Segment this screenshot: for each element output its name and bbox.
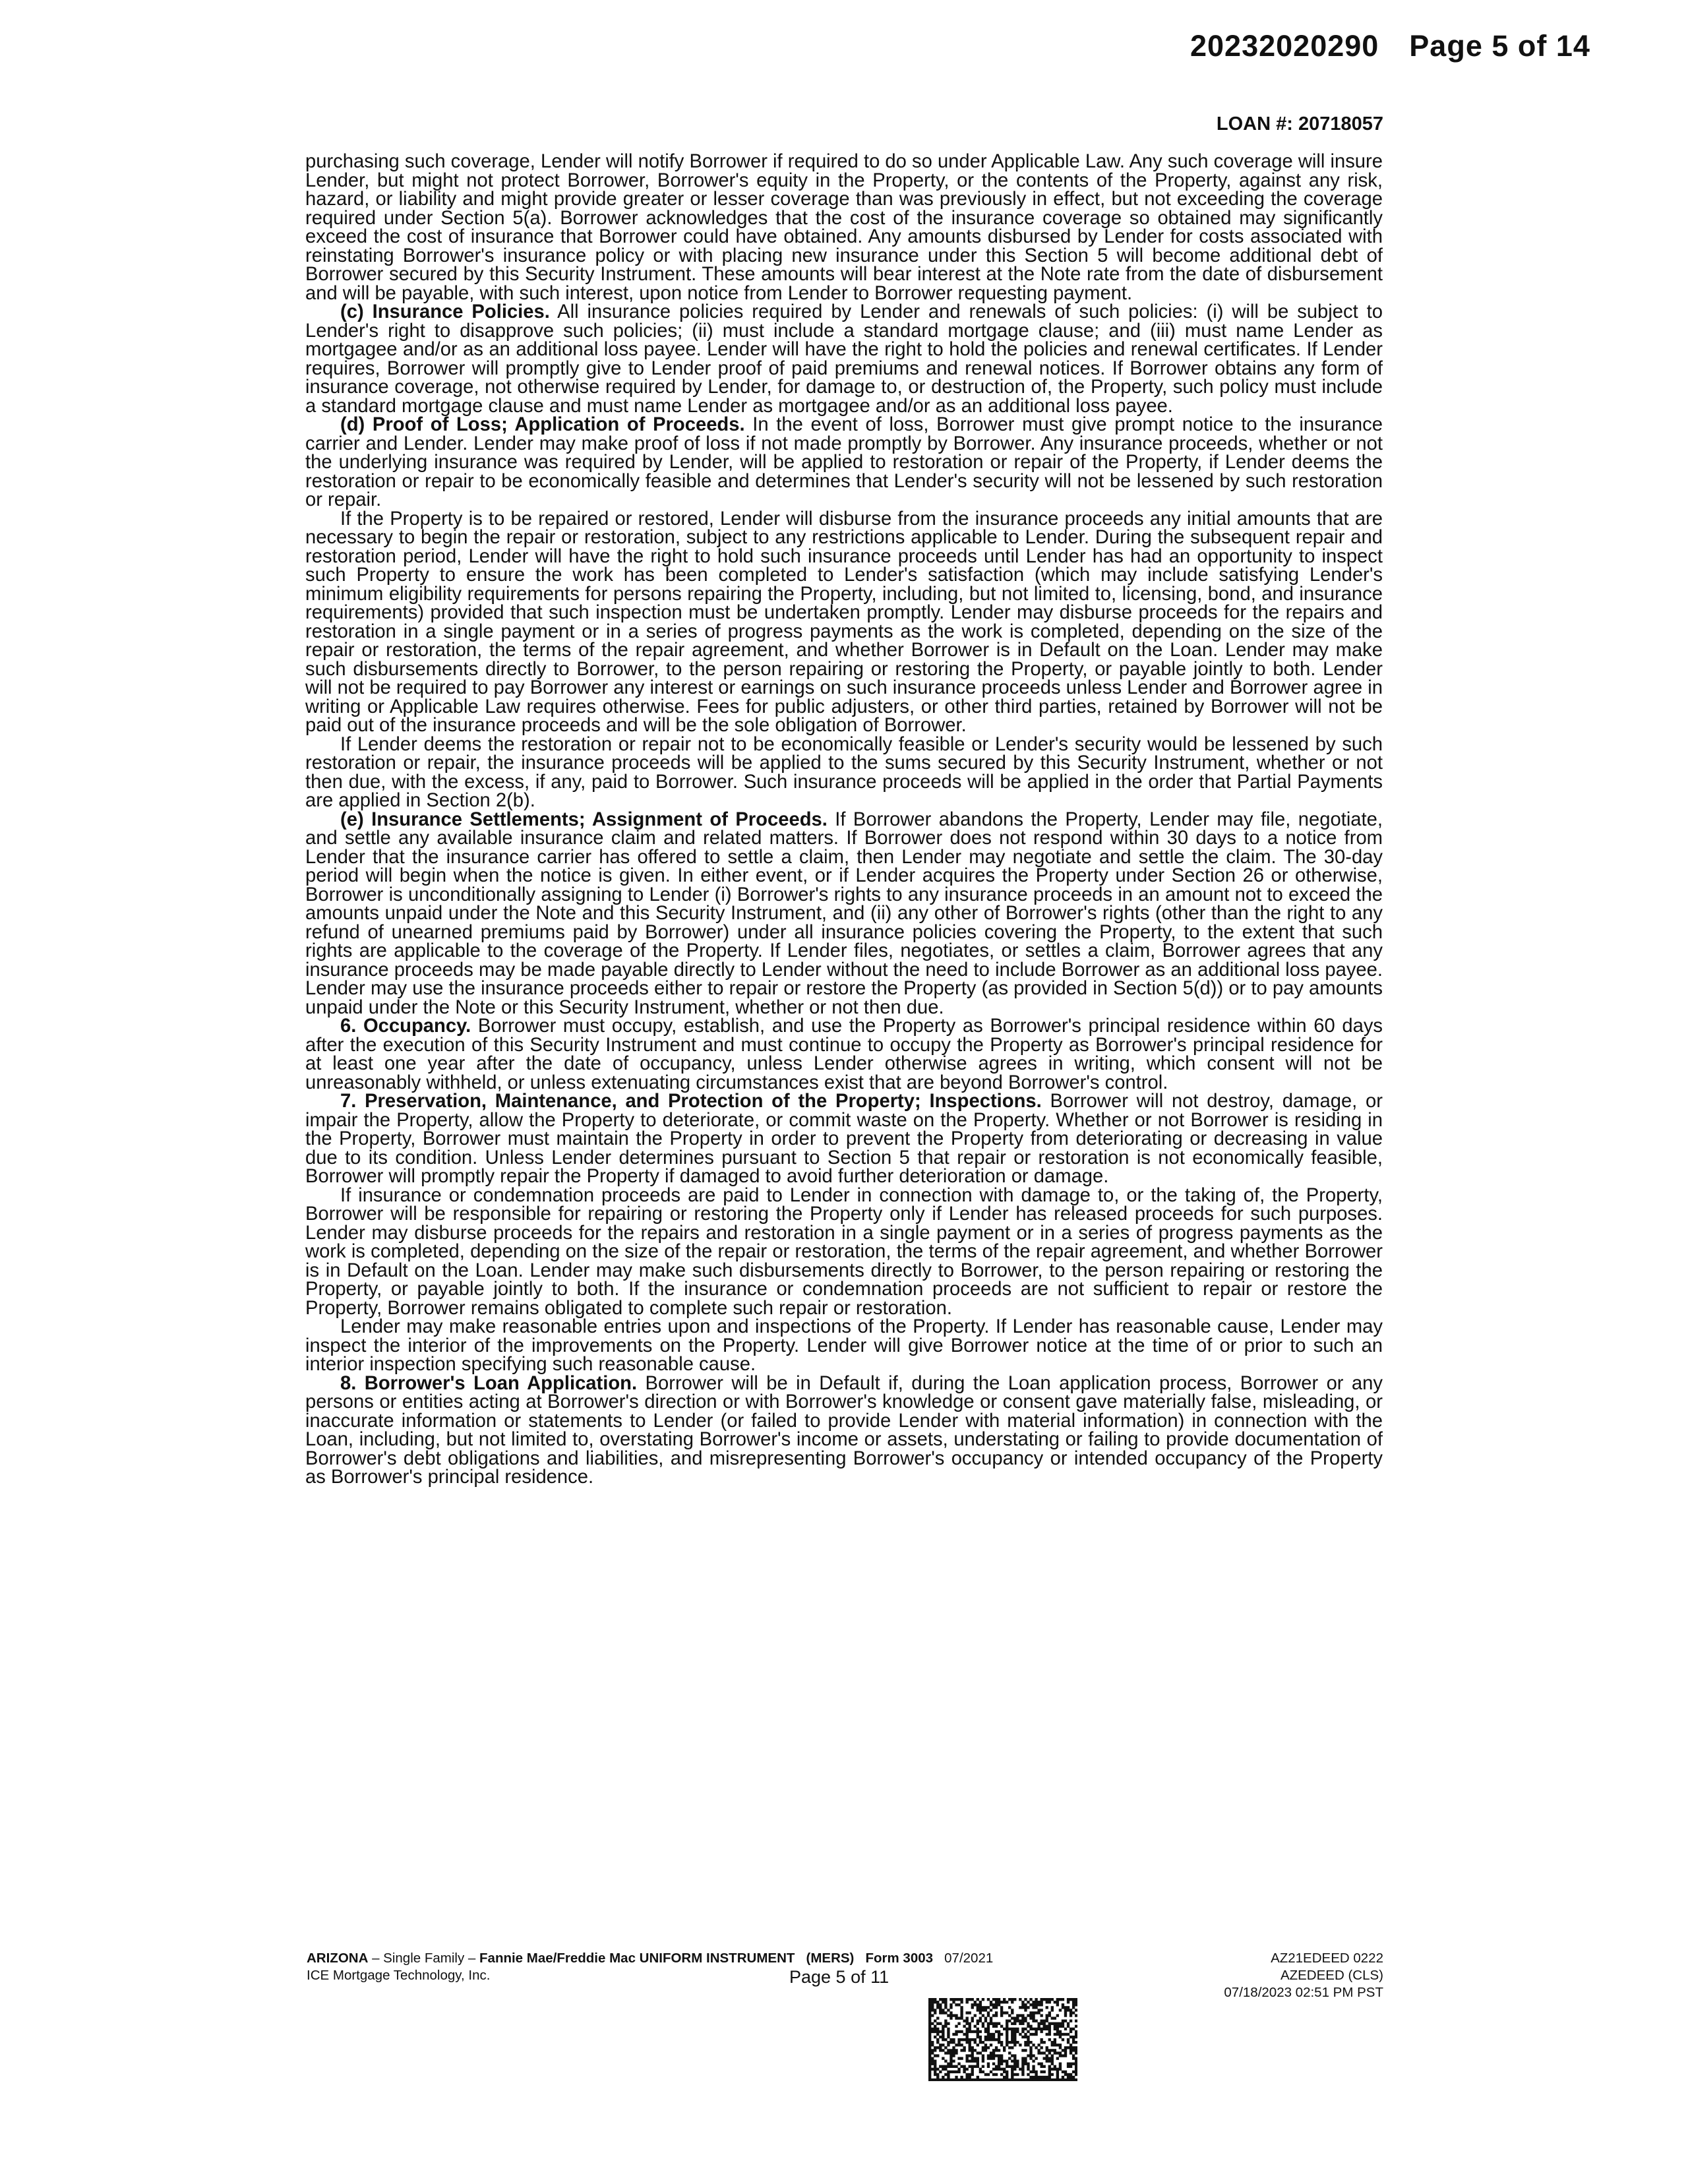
paragraph	[305, 152, 1383, 303]
paragraph-text: Borrower will be in Default if, during the Loan application process, Borrower or any persons or entities acting at Borrower's direction or with Borrower's knowledge or consent gave materially false, misleading, or inaccurate information or statements to Lender (or failed to provide Lender with material information) in connection with the Loan, including, but not limited to, overstating Borrower's income or assets, understating or failing to provide documentation of Borrower's debt obligations and liabilities, and misrepresenting Borrower's occupancy or intended occupancy of the Property as Borrower's principal residence.	[305, 1372, 1383, 1488]
paragraph-heading: 8. Borrower's Loan Application.	[340, 1372, 638, 1394]
paragraph-text: Lender may make reasonable entries upon and inspections of the Property. If Lender has reasonable cause, Lender may inspect the interior of the improvements on the Property. Lender will give Borrower notice at the time of or prior to such an interior inspection specifying such reasonable cause.	[305, 1316, 1383, 1375]
paragraph-text: In the event of loss, Borrower must give prompt notice to the insurance carrier and Lender. Lender may make proof of loss if not made promptly by Borrower. Any insurance proceeds, whether or not the underlying insurance was required by Lender, will be applied to restoration or repair of the Property, if Lender deems the restoration or repair to be economically feasible and determines that Lender's security will not be lessened by such restoration or repair.	[305, 414, 1383, 510]
footer-form-sep: – Single Family –	[368, 1951, 480, 1966]
paragraph-text: If the Property is to be repaired or restored, Lender will disburse from the insurance proceeds any initial amounts that are necessary to begin the repair or restoration, subject to any restrictions applicable to Lender. During the subsequent repair and restoration period, Lender will have the right to hold such insurance proceeds until Lender has had an opportunity to inspect such Property to ensure the work has been completed to Lender's satisfaction (which may include satisfying Lender's minimum eligibility requirements for persons repairing the Property, including, but not limited to, licensing, bond, and insurance requirements) provided that such inspection must be undertaken promptly. Lender may disburse proceeds for the repairs and restoration in a single payment or in a series of progress payments as the work is completed, depending on the size of the repair or restoration, the terms of the repair agreement, and whether Borrower is in Default on the Loan. Lender may make such disbursements directly to Borrower, to the person repairing or restoring the Property, or payable jointly to both. Lender will not be required to pay Borrower any interest or earnings on such insurance proceeds unless Lender and Borrower agree in writing or Applicable Law requires otherwise. Fees for public adjusters, or other third parties, retained by Borrower will not be paid out of the insurance proceeds and will be the sole obligation of Borrower.	[305, 508, 1383, 736]
footer-form-info	[307, 1950, 993, 1984]
paragraph-insurance-settlements	[305, 810, 1383, 1017]
footer-form-line	[307, 1950, 993, 1967]
paragraph-proof-of-loss	[305, 415, 1383, 510]
paragraph-heading: 7. Preservation, Maintenance, and Protection of the Property; Inspections.	[340, 1091, 1042, 1112]
footer-codes	[1224, 1950, 1383, 2001]
footer-form-number: Form 3003	[865, 1951, 934, 1966]
recording-page-number: Page 5 of 14	[1409, 29, 1590, 63]
document-body	[305, 152, 1383, 1487]
paragraph	[305, 510, 1383, 735]
footer-form-mers: (MERS)	[806, 1951, 855, 1966]
paragraph-text: If Borrower abandons the Property, Lender may file, negotiate, and settle any available insurance claim and related matters. If Borrower does not respond within 30 days to a notice from Lender that the insurance carrier has offered to settle a claim, then Lender may negotiate and settle the claim. The 30-day period will begin when the notice is given. In either event, or if Lender acquires the Property under Section 26 or otherwise, Borrower is unconditionally assigning to Lender (i) Borrower's rights to any insurance proceeds in an amount not to exceed the amounts unpaid under the Note and this Security Instrument, and (ii) any other of Borrower's rights (other than the right to any refund of unearned premiums paid by Borrower) under all insurance policies covering the Property, to the extent that such rights are applicable to the coverage of the Property. If Lender files, negotiates, or settles a claim, Borrower agrees that any insurance proceeds may be made payable directly to Lender without the need to include Borrower as an additional loss payee. Lender may use the insurance proceeds either to repair or restore the Property (as provided in Section 5(d)) or to pay amounts unpaid under the Note or this Security Instrument, whether or not then due.	[305, 808, 1383, 1018]
paragraph-heading: (e) Insurance Settlements; Assignment of Proceeds.	[340, 808, 828, 830]
recording-number: 20232020290	[1190, 29, 1379, 63]
footer-code-1: AZ21EDEED 0222	[1271, 1951, 1383, 1966]
footer-timestamp: 07/18/2023 02:51 PM PST	[1224, 1985, 1383, 2000]
paragraph-heading: (c) Insurance Policies.	[340, 301, 550, 322]
footer-code-2: AZEDEED (CLS)	[1280, 1968, 1383, 1983]
paragraph	[305, 735, 1383, 810]
footer-form-state: ARIZONA	[307, 1951, 369, 1966]
paragraph-text: Borrower will not destroy, damage, or impair the Property, allow the Property to deteriorate, or commit waste on the Property. Whether or not Borrower is residing in the Property, Borrower must maintain the Property in order to prevent the Property from deteriorating or decreasing in value due to its condition. Unless Lender determines pursuant to Section 5 that repair or restoration is not economically feasible, Borrower will promptly repair the Property if damaged to avoid further deterioration or damage.	[305, 1091, 1383, 1187]
paragraph-heading: 6. Occupancy.	[340, 1016, 471, 1037]
paragraph	[305, 1318, 1383, 1374]
footer-vendor: ICE Mortgage Technology, Inc.	[307, 1968, 491, 1983]
paragraph	[305, 1186, 1383, 1318]
paragraph-text: If Lender deems the restoration or repair not to be economically feasible or Lender's security would be lessened by such restoration or repair, the insurance proceeds will be applied to the sums secured by this Security Instrument, whether or not then due, with the excess, if any, paid to Borrower. Such insurance proceeds will be applied in the order that Partial Payments are applied in Section 2(b).	[305, 733, 1383, 811]
loan-number: LOAN #: 20718057	[1216, 113, 1383, 135]
paragraph-text: If insurance or condemnation proceeds are paid to Lender in connection with damage to, or the taking of, the Property, Borrower will be responsible for repairing or restoring the Property only if Lender has released proceeds for such purposes. Lender may disburse proceeds for the repairs and restoration in a single payment or in a series of progress payments as the work is completed, depending on the size of the repair or restoration, the terms of the repair agreement, and whether Borrower is in Default on the Loan. Lender may make such disbursements directly to Borrower, to the person repairing or restoring the Property, or payable jointly to both. If the insurance or condemnation proceeds are not sufficient to repair or restore the Property, Borrower remains obligated to complete such repair or restoration.	[305, 1184, 1383, 1319]
recording-header	[1190, 29, 1599, 75]
footer-page-number: Page 5 of 11	[789, 1967, 889, 1987]
paragraph-text: Borrower must occupy, establish, and use the Property as Borrower's principal residence within 60 days after the execution of this Security Instrument and must continue to occupy the Property as Borrower's principal residence for at least one year after the date of occupancy, unless Lender otherwise agrees in writing, which consent will not be unreasonably withheld, or unless extenuating circumstances exist that are beyond Borrower's control.	[305, 1016, 1383, 1093]
paragraph-heading: (d) Proof of Loss; Application of Proceeds.	[340, 414, 745, 435]
footer-form-title: Fannie Mae/Freddie Mac UNIFORM INSTRUMENT	[479, 1951, 795, 1966]
paragraph-preservation	[305, 1092, 1383, 1186]
footer-form-date: 07/2021	[944, 1951, 994, 1966]
barcode-2d	[928, 1998, 1077, 2081]
paragraph-occupancy	[305, 1017, 1383, 1092]
paragraph-loan-application	[305, 1374, 1383, 1487]
paragraph-text: All insurance policies required by Lender and renewals of such policies: (i) will be subject to Lender's right to disapprove such policies; (ii) must include a standard mortgage clause; and (iii) must name Lender as mortgagee and/or as an additional loss payee. Lender will have the right to hold the policies and renewal certificates. If Lender requires, Borrower will promptly give to Lender proof of paid premiums and renewal notices. If Borrower obtains any form of insurance coverage, not otherwise required by Lender, for damage to, or destruction of, the Property, such policy must include a standard mortgage clause and must name Lender as mortgagee and/or as an additional loss payee.	[305, 301, 1383, 417]
paragraph-insurance-policies	[305, 303, 1383, 415]
paragraph-text: purchasing such coverage, Lender will notify Borrower if required to do so under Applicable Law. Any such coverage will insure Lender, but might not protect Borrower, Borrower's equity in the Property, or the contents of the Property, against any risk, hazard, or liability and might provide greater or lesser coverage than was previously in effect, but not exceeding the coverage required under Section 5(a). Borrower acknowledges that the cost of the insurance coverage so obtained may significantly exceed the cost of insurance that Borrower could have obtained. Any amounts disbursed by Lender for costs associated with reinstating Borrower's insurance policy or with placing new insurance under this Section 5 will become additional debt of Borrower secured by this Security Instrument. These amounts will bear interest at the Note rate from the date of disbursement and will be payable, with such interest, upon notice from Lender to Borrower requesting payment.	[305, 151, 1383, 304]
